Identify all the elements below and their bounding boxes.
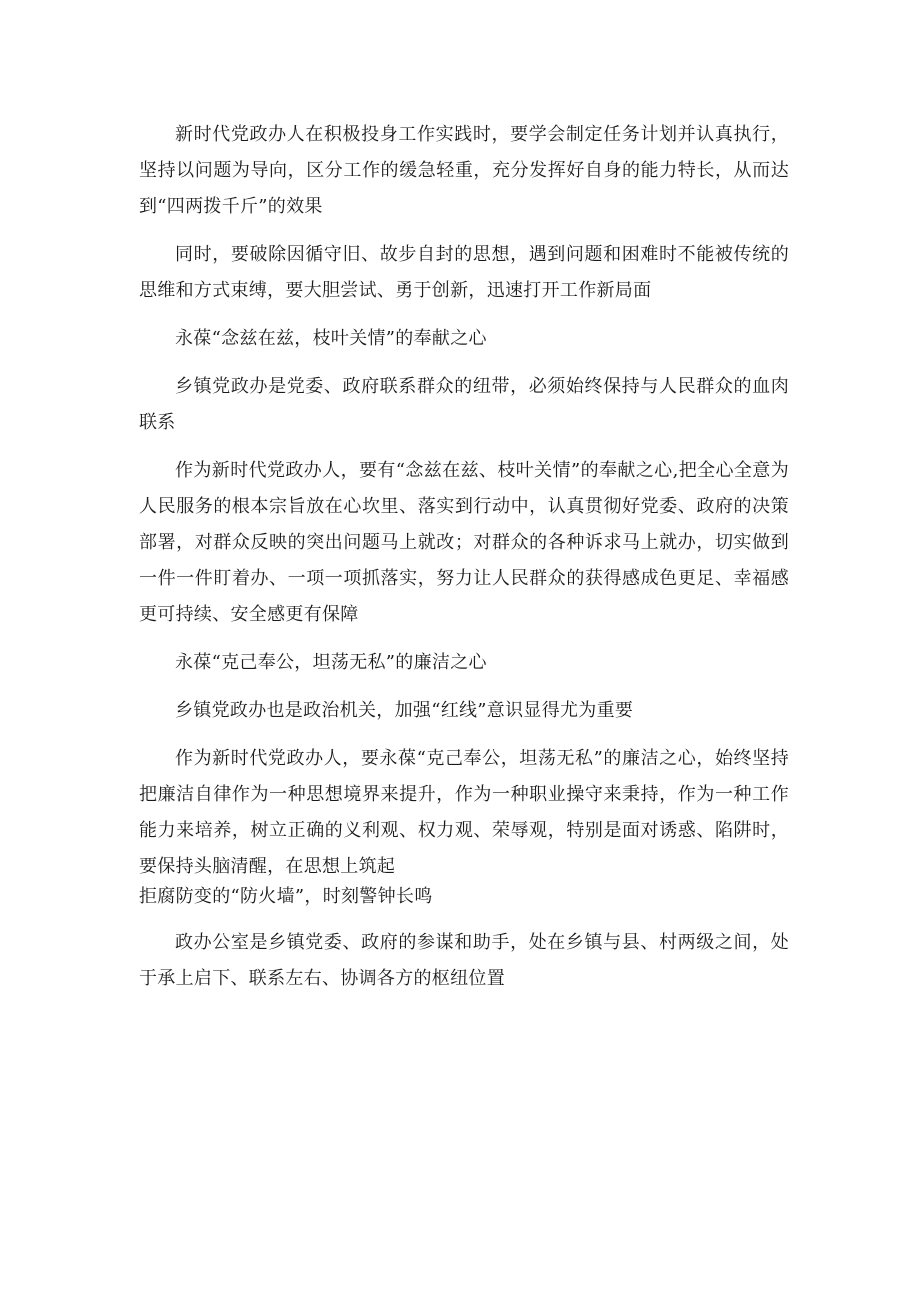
section-heading: 永葆“克己奉公，坦荡无私”的廉洁之心 [175,652,487,673]
paragraph: 新时代党政办人在积极投身工作实践时，要学会制定任务计划并认真执行，坚持以问题为导向，区分工作的缓急轻重，充分发挥好自身的能力特长，从而达到“四两拨千斤”的效果 [139,124,789,217]
document-body [139,117,789,1009]
section-heading: 永葆“念兹在兹，枝叶关情”的奉献之心 [175,328,487,349]
paragraph: 乡镇党政办也是政治机关，加强“红线”意识显得尤为重要 [175,700,634,721]
paragraph: 作为新时代党政办人，要有“念兹在兹、枝叶关情”的奉献之心,把全心全意为人民服务的根本宗旨放在心坎里、落实到行动中，认真贯彻好党委、政府的决策部署，对群众反映的突出问题马上就改；对群众的各种诉求马上就办，切实做到一件一件盯着办、一项一项抓落实，努力让人民群众的获得感成色更足、幸福感更可持续、安全感更有保障 [139,460,789,625]
paragraph-continuation: 拒腐防变的“防火墙”，时刻警钟长鸣 [139,886,433,907]
paragraph: 乡镇党政办是党委、政府联系群众的纽带，必须始终保持与人民群众的血肉联系 [139,376,789,433]
paragraph: 作为新时代党政办人，要永葆“克己奉公，坦荡无私”的廉洁之心，始终坚持把廉洁自律作为一种思想境界来提升，作为一种职业操守来秉持，作为一种工作能力来培养，树立正确的义利观、权力观、荣辱观，特别是面对诱惑、陷阱时，要保持头脑清醒，在思想上筑起 [139,748,789,877]
paragraph: 同时，要破除因循守旧、故步自封的思想，遇到问题和困难时不能被传统的思维和方式束缚，要大胆尝试、勇于创新，迅速打开工作新局面 [139,244,789,301]
paragraph: 政办公室是乡镇党委、政府的参谋和助手，处在乡镇与县、村两级之间，处于承上启下、联系左右、协调各方的枢纽位置 [139,932,789,989]
